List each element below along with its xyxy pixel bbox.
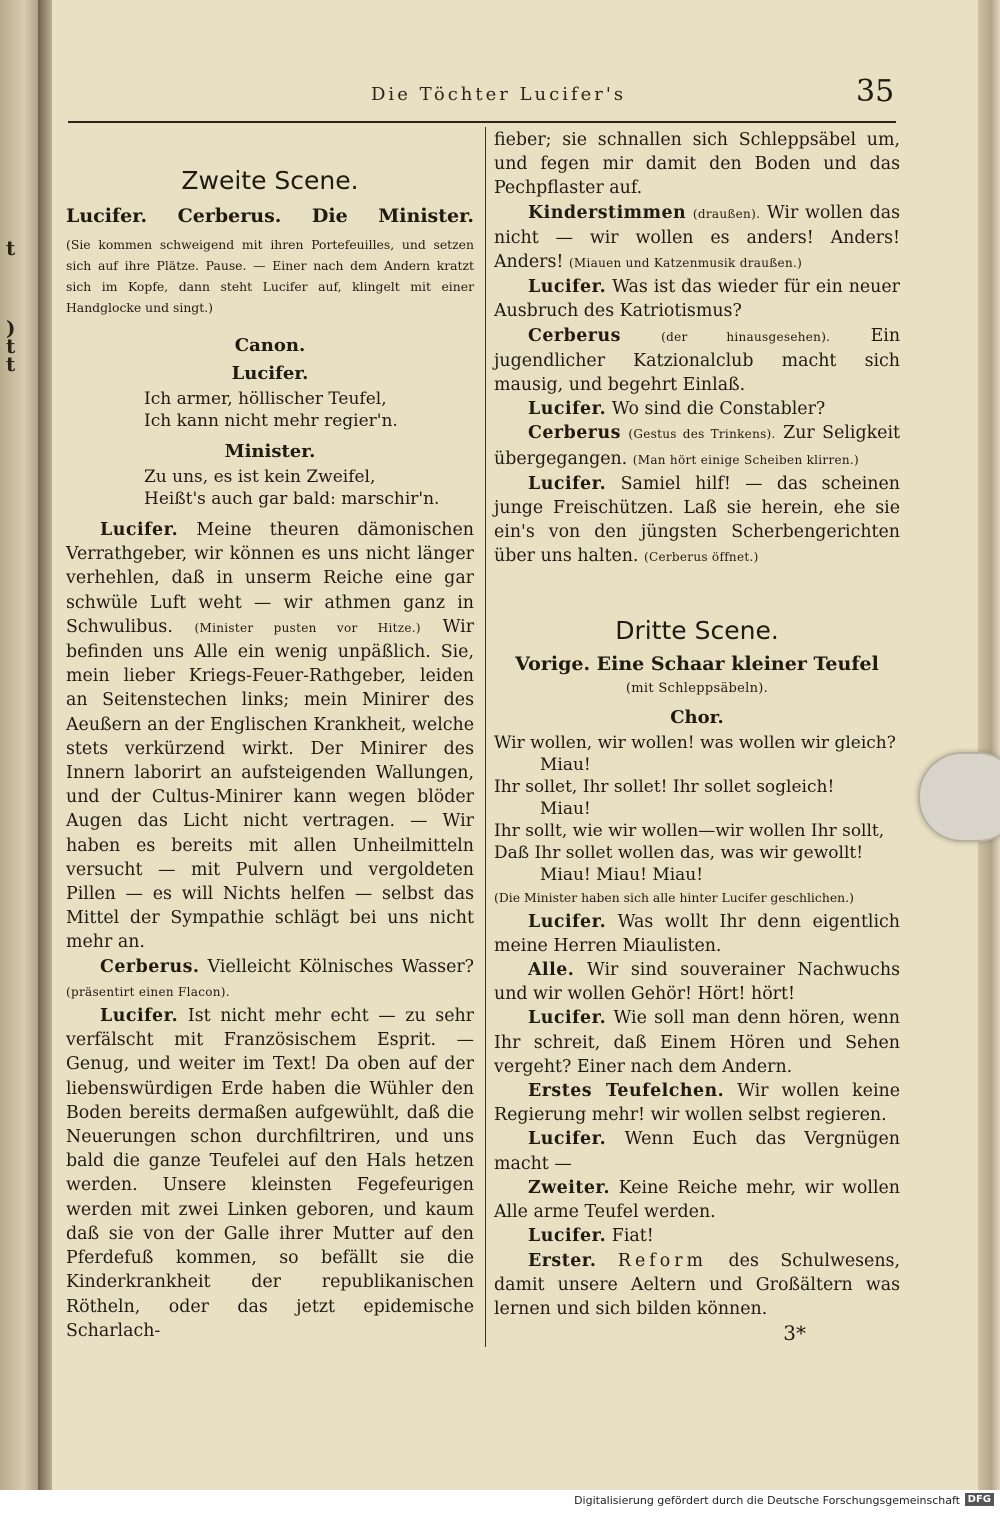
dialogue-text: Meine theuren dämonischen Verrathgeber, wir können es uns nicht länger verhehlen, daß in unserm Reiche eine gar schwüle Luft weht — wir athmen ganz in Schwulibus. — [66, 520, 474, 637]
cast-list: Vorige. Eine Schaar kleiner Teufel — [515, 652, 879, 675]
dialogue-text: des Schulwesens, damit unsere Aeltern und Großältern was lernen und sich bilden können. — [494, 1250, 901, 1319]
verse-block — [494, 732, 900, 886]
dialogue-text: Was ist das wieder für ein neuer Ausbruch des Katriotismus? — [494, 277, 900, 322]
verse-line: Ich armer, höllischer Teufel, — [144, 389, 387, 409]
dialogue-paragraph — [494, 324, 900, 398]
verse-line: Daß Ihr sollet wollen das, was wir gewollt! — [494, 842, 864, 863]
speaker-name: Lucifer. — [100, 520, 179, 540]
dialogue-text: Wir wollen das nicht — wir wollen es anders! Anders! Anders! — [494, 202, 900, 273]
canon-heading: Canon. — [234, 335, 306, 356]
dialogue-paragraph — [494, 1127, 900, 1175]
verse-block — [66, 466, 474, 510]
dialogue-text: Zur Seligkeit übergegangen. — [494, 423, 900, 469]
speaker-name: Lucifer. — [528, 1129, 607, 1150]
scene-title: Zweite Scene. — [181, 166, 359, 195]
speaker-name: Lucifer. — [100, 1006, 179, 1027]
stage-direction: (draußen). — [692, 206, 761, 221]
stage-direction: (Minister pusten vor Hitze.) — [194, 620, 421, 635]
margin-fragment: ) — [6, 316, 16, 340]
dialogue-paragraph — [494, 958, 900, 1006]
stage-direction: (präsentirt einen Flacon). — [66, 984, 230, 999]
dialogue-text: Vielleicht Kölnisches Wasser? — [207, 956, 475, 977]
footer-bar — [0, 1490, 1000, 1513]
dialogue-text: Wir sind souverainer Nachwuchs und wir wollen Gehör! Hört! hört! — [494, 960, 900, 1005]
chor-heading: Chor. — [670, 706, 724, 728]
verse-block — [66, 388, 474, 432]
cast-list: Lucifer. Cerberus. Die Minister. — [66, 205, 474, 227]
dialogue-text: Was wollt Ihr denn eigentlich meine Herren Miaulisten. — [494, 911, 900, 956]
speaker-name: Lucifer. — [528, 277, 607, 298]
speaker-name: Cerberus — [528, 325, 621, 346]
dialogue-text: Ist nicht mehr echt — zu sehr verfälscht mit Französischem Esprit. — Genug, und weiter im Text! Da oben auf der liebenswürdigen Erde haben die Wühler den Boden bereits dermaßen aufgewühlt, daß die Neuerungen schon durchfiltriren, und uns bald die ganze Teufelei auf den Hals hetzen werden. Unsere kleinsten Fegefeurigen werden mit zwei Linken geboren, und kaum daß sie von der Galle ihrer Mutter auf den Pferdefuß kommen, so befällt sie die Kinderkrankheit der republikanischen Rötheln, oder das jetzt epidemische Scharlach- — [66, 1006, 474, 1341]
speaker-heading: Minister. — [224, 441, 316, 462]
verse-line: Ich kann nicht mehr regier'n. — [144, 411, 398, 431]
dialogue-paragraph — [66, 1004, 474, 1343]
stage-direction: (Die Minister haben sich alle hinter Lucifer geschlichen.) — [494, 889, 854, 905]
speaker-name: Lucifer. — [528, 399, 607, 420]
dialogue-text: Wir wollen keine Regierung mehr! wir wollen selbst regieren. — [494, 1081, 901, 1126]
verse-line: Ihr sollet, Ihr sollet! Ihr sollet sogleich! — [494, 776, 835, 797]
dialogue-text: Fiat! — [611, 1226, 654, 1247]
dfg-logo: DFG — [965, 1493, 994, 1506]
running-title: Die Töchter Lucifer's — [371, 84, 627, 105]
header-rule — [68, 121, 896, 123]
dialogue-paragraph: fieber; sie schnallen sich Schleppsäbel um, und fegen mir damit den Boden und das Pechpflaster auf. — [494, 130, 900, 199]
dialogue-text-spaced: Reform — [617, 1250, 708, 1271]
speaker-name: Lucifer. — [528, 1226, 607, 1247]
speaker-name: Cerberus — [528, 423, 621, 444]
verse-line: Miau! — [540, 754, 591, 775]
speaker-name: Alle. — [528, 960, 575, 981]
dialogue-text: Keine Reiche mehr, wir wollen Alle arme Teufel werden. — [494, 1177, 901, 1223]
dialogue-paragraph — [494, 1079, 900, 1127]
speaker-name: Cerberus. — [100, 956, 200, 977]
speaker-name: Lucifer. — [528, 473, 607, 494]
scanner-thumb — [918, 752, 1000, 842]
speaker-name: Erster. — [528, 1250, 597, 1271]
left-column — [66, 128, 474, 1343]
stage-direction: (Miauen und Katzenmusik draußen.) — [568, 256, 803, 271]
dialogue-text: Wenn Euch das Vergnügen macht — — [494, 1129, 901, 1174]
dialogue-paragraph — [494, 472, 900, 570]
dialogue-paragraph — [66, 955, 474, 1004]
verse-line: Miau! Miau! Miau! — [540, 864, 704, 885]
verse-line: Ihr sollt, wie wir wollen—wir wollen Ihr sollt, — [494, 820, 885, 841]
dialogue-text: Samiel hilf! — das scheinen junge Freischützen. Laß sie herein, ehe sie ein's von den jüngsten Scherbengerichten über uns halten. — [494, 473, 901, 567]
dialogue-paragraph — [494, 1224, 900, 1248]
dialogue-paragraph — [494, 421, 900, 471]
speaker-heading: Lucifer. — [231, 363, 309, 384]
speaker-name: Zweiter. — [528, 1177, 611, 1198]
verse-line: Miau! — [540, 798, 591, 819]
verse-line: Heißt's auch gar bald: marschir'n. — [144, 489, 440, 509]
stage-direction: (Gestus des Trinkens). — [628, 427, 776, 442]
dialogue-text: Wir befinden uns Alle ein wenig unpäßlich. Sie, mein lieber Kriegs-Feuer-Rathgeber, leiden an Seitenstechen links; mein Minirer des Aeußern an der Englischen Krankheit, welche stets verkürzend wirkt. Der Minirer des Innern laborirt an aufsteigenden Wallungen, und der Cultus-Minirer kann wegen blöder Augen das Licht nicht vertragen. — Wir haben es bereits mit allen Unheilmitteln versucht — mit Pulvern und vergoldeten Pillen — es will Nichts helfen — selbst das Mittel der Sympathie schlägt bei uns nicht mehr an. — [66, 616, 475, 953]
speaker-name: Lucifer. — [528, 1008, 607, 1029]
dialogue-paragraph — [494, 910, 900, 958]
speaker-name: Lucifer. — [528, 911, 607, 932]
margin-fragment: t — [6, 352, 16, 376]
page-number: 35 — [856, 74, 895, 109]
verse-line: Wir wollen, wir wollen! was wollen wir gleich? — [494, 732, 896, 753]
stage-direction: (Cerberus öffnet.) — [644, 550, 759, 565]
right-column — [494, 128, 900, 1345]
dialogue-paragraph — [66, 518, 474, 955]
footer-credit: Digitalisierung gefördert durch die Deutsche Forschungsgemeinschaft — [574, 1494, 960, 1507]
dialogue-paragraph — [494, 1176, 900, 1224]
dialogue-text: Wo sind die Constabler? — [611, 399, 826, 420]
scene-title: Dritte Scene. — [615, 615, 779, 645]
dialogue-paragraph — [494, 275, 900, 323]
page-edge — [978, 0, 1000, 1490]
speaker-name: Kinderstimmen — [528, 202, 687, 223]
dialogue-paragraph — [494, 1249, 900, 1322]
verse-line: Zu uns, es ist kein Zweifel, — [144, 467, 376, 487]
column-divider — [485, 127, 486, 1347]
stage-direction: (der hinausgesehen). — [661, 329, 831, 344]
dialogue-paragraph — [494, 201, 900, 276]
dialogue-text: Ein jugendlicher Katzionalclub macht sich mausig, und begehrt Einlaß. — [494, 325, 901, 396]
stage-direction: (Man hört einige Scheiben klirren.) — [632, 452, 860, 467]
dialogue-paragraph — [494, 397, 900, 421]
stage-direction: (Sie kommen schweigend mit ihren Portefeuilles, und setzen sich auf ihre Plätze. Pause. — Einer nach dem Andern kratzt sich im Kopfe, dann steht Lucifer auf, klingelt mit einer Handglocke und singt.) — [66, 237, 474, 315]
signature-mark: 3* — [783, 1321, 806, 1346]
speaker-name: Erstes Teufelchen. — [528, 1081, 725, 1102]
stage-direction: (mit Schleppsäbeln). — [625, 680, 769, 696]
dialogue-paragraph — [494, 1006, 900, 1079]
dialogue-text: Wie soll man denn hören, wenn Ihr schreit, daß Einem Hören und Sehen vergeht? Einer nach dem Andern. — [494, 1008, 901, 1077]
margin-fragment: t — [6, 334, 16, 358]
margin-fragment: t — [6, 236, 16, 260]
